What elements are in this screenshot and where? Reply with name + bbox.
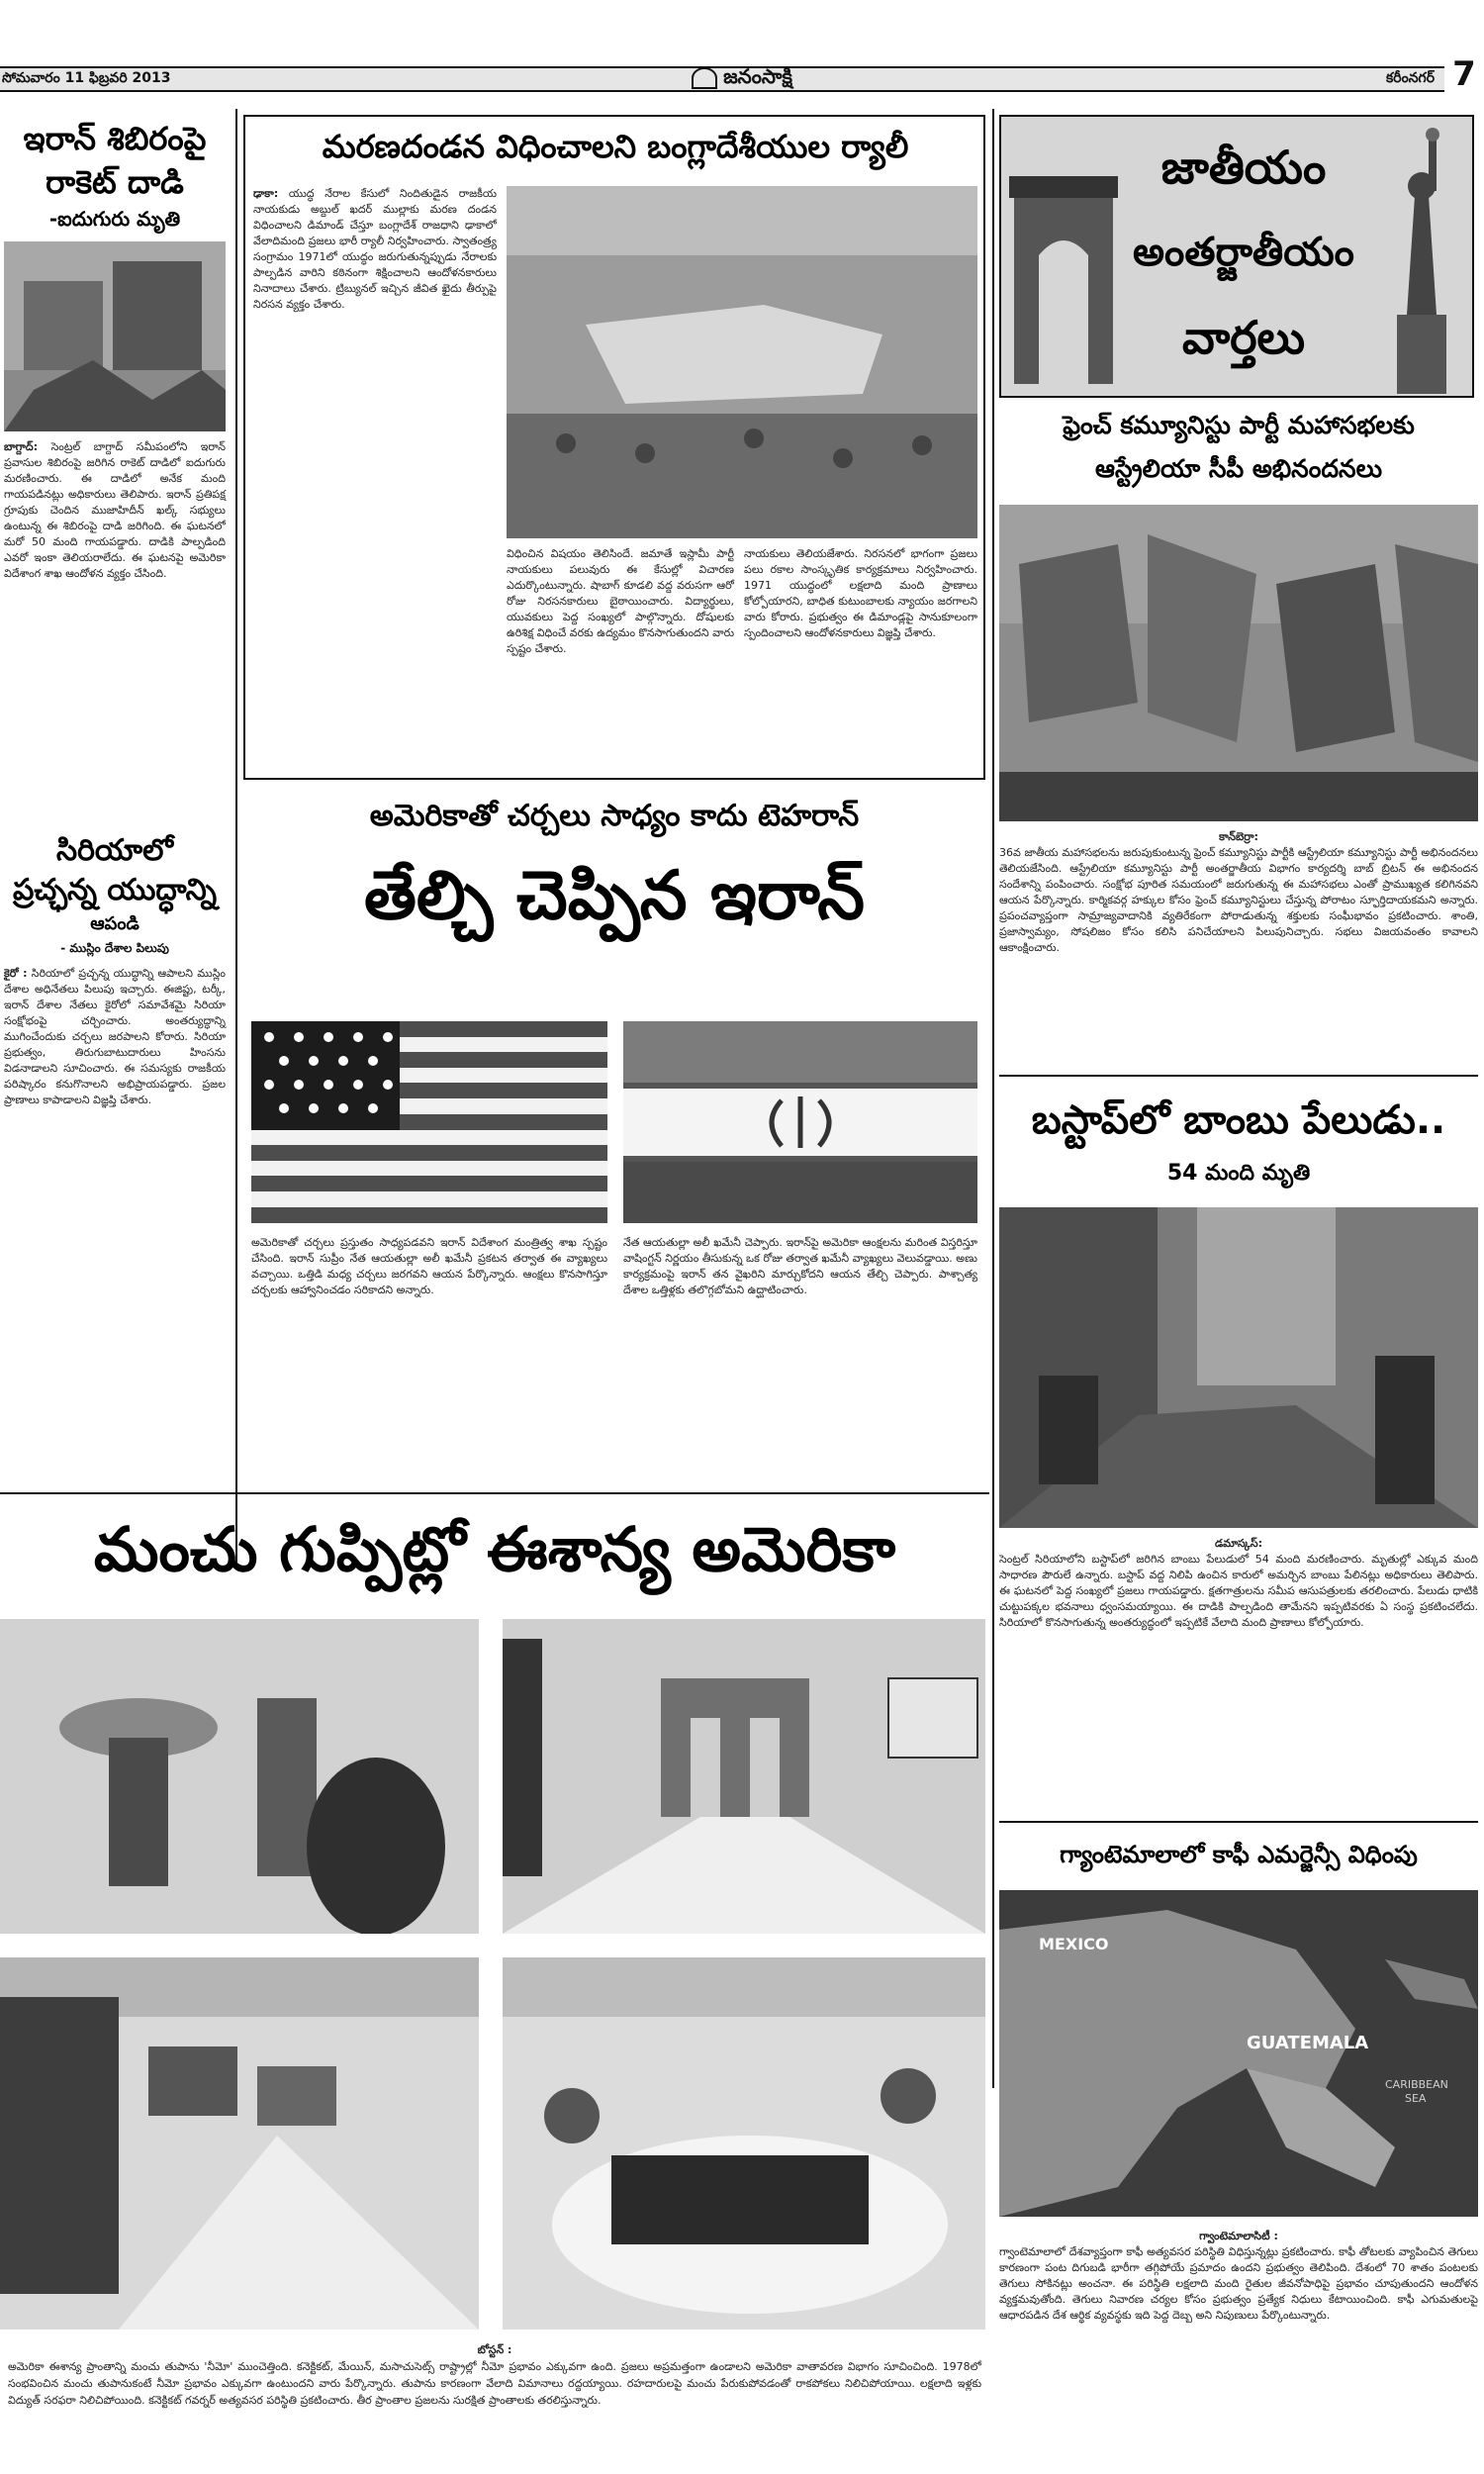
column-rule-right [992, 109, 994, 2088]
rocket-attack-illustration [4, 241, 226, 431]
usa-flag-stripe [251, 1145, 607, 1161]
central-america-map [999, 1890, 1478, 2217]
bomb-damage-illustration [999, 1207, 1478, 1528]
bus-bomb-dateline: డమాస్కస్: [1215, 1537, 1262, 1550]
iran-talks-col1: అమెరికాతో చర్చలు ప్రస్తుతం సాధ్యపడవని ఇరాన్ విదేశాంగ మంత్రిత్వ శాఖ స్పష్టం చేసింది. ఇరాన్ సుప్రీం నేత ఆయతుల్లా అలీ ఖమేనీ ప్రకటన తర్వాత ఈ వ్యాఖ్యలు వచ్చాయి. ఒత్తిడి మధ్య చర్చలు జరగవని ఆయన పేర్కొన్నారు. ఆంక్షలు కొనసాగిస్తూ చర్చలకు ఆహ్వానించడం సరికాదని అన్నారు. [251, 1236, 607, 1296]
bangladesh-text-1: యుద్ధ నేరాల కేసులో నిందితుడైన రాజకీయ నాయకుడు అబ్దుల్ ఖదర్ ముల్లాకు మరణ దండన విధించాలని డిమాండ్ చేస్తూ బంగ్లాదేశ్ రాజధాని ఢాకాలో వేలాదిమంది ప్రజలు భారీ ర్యాలీ నిర్వహించారు. స్వాతంత్ర్య సంగ్రామం 1971లో యుద్ధం జరుగుతున్నప్పుడు నేరాలకు పాల్పడిన వారిని కఠినంగా శిక్షించాలని ఆందోళనకారులు నినాదాలు చేశారు. ట్రిబ్యునల్ ఇచ్చిన జీవిత ఖైదు తీర్పుపై నిరసన వ్యక్తం చేశారు. [253, 187, 497, 311]
iran-flag-top [623, 1021, 977, 1089]
iran-talks-article [243, 792, 985, 1494]
snow-article [0, 1500, 989, 2450]
map-label-sea-1: CARIBBEAN [1385, 2078, 1448, 2091]
snow-photo-bridge [503, 1619, 985, 1934]
snow-headline: మంచు గుప్పిట్లో ఈశాన్య అమెరికా [93, 1513, 896, 1585]
snow-covered-car-illustration [503, 1957, 985, 2330]
usa-flag-photo [251, 1021, 607, 1223]
snow-photo-umbrella [0, 1619, 479, 1934]
bus-bomb-article [999, 1085, 1478, 1817]
french-cp-headline-1: ఫ్రెంచ్ కమ్యూనిస్టు పార్టీ మహాసభలకు [1063, 411, 1415, 439]
guatemala-body [999, 2229, 1478, 2446]
iran-rocket-dateline: బాగ్దాద్: [4, 440, 39, 453]
masthead-logo-icon [692, 67, 717, 89]
snowy-traffic-illustration [0, 1957, 479, 2330]
french-cp-body [999, 821, 1478, 956]
map-label-mexico: MEXICO [1039, 1935, 1109, 1953]
french-cp-dateline: కాన్‌బెర్రా: [1219, 830, 1258, 843]
masthead [653, 62, 831, 94]
syria-text: సిరియాలో ప్రచ్ఛన్న యుద్ధాన్ని ఆపాలని ముస్లిం దేశాల అధినేతలు పిలుపు ఇచ్చారు. ఈజిప్టు, టర్కీ, ఇరాన్ దేశాల నేతలు కైరోలో సమావేశమై సిరియా సంక్షోభంపై చర్చించారు. అంతర్యుద్ధాన్ని ముగించేందుకు చర్చలు జరపాలని కోరారు. సిరియా ప్రభుత్వం, తిరుగుబాటుదారులు హింసను విడనాడాలని సూచించారు. ఈ సమస్యకు రాజకీయ పరిష్కారం కనుగొనాలని అభిప్రాయపడ్డారు. ప్రజల ప్రాణాలు కాపాడాలని విజ్ఞప్తి చేశారు. [4, 967, 226, 1106]
bangladesh-dateline: ఢాకా: [253, 187, 279, 200]
iran-rocket-body [0, 431, 230, 582]
usa-flag-stripe [251, 1207, 607, 1223]
bus-bomb-body [999, 1528, 1478, 1631]
syria-body [0, 958, 230, 1108]
iran-rocket-subhead: -ఐదుగురు మృతి [48, 207, 181, 231]
rocket-attack-photo [4, 241, 226, 431]
snow-dateline: బోస్టన్ : [477, 2343, 512, 2356]
map-label-guatemala: GUATEMALA [1247, 2033, 1369, 2053]
bangladesh-headline: మరణదండన విధించాలని బంగ్లాదేశీయుల ర్యాలీ [322, 128, 909, 165]
snow-text: అమెరికా ఈశాన్య ప్రాంతాన్ని మంచు తుపాను 'నీమో' ముంచెత్తింది. కనెక్టికట్, మేయిన్, మసాచుసెట్స్ రాష్ట్రాల్లో నీమో ప్రభావం ఎక్కువగా ఉంది. ప్రజలు అప్రమత్తంగా ఉండాలని అమెరికా వాతావరణ విభాగం సూచించింది. 1978లో సంభవించిన మంచు తుపానుకంటే నీమో ప్రభావం ఎక్కువగా ఉంటుందని వారు పేర్కొన్నారు. తుపాను కారణంగా వేలాది విమానాలు రద్దయ్యాయి. రహదారులపై మంచు పేరుకుపోవడంతో రాకపోకలు నిలిచిపోయాయి. లక్షలాది ఇళ్లకు విద్యుత్ సరఫరా నిలిచిపోయింది. కనెక్టికట్ గవర్నర్ అత్యవసర పరిస్థితి ప్రకటించారు. తీర ప్రాంతాల ప్రజలను సురక్షిత ప్రాంతాలకు తరలిస్తున్నారు. [8, 2360, 981, 2407]
bus-bomb-photo [999, 1207, 1478, 1528]
syria-war-article [0, 831, 230, 1564]
snow-pedestrians-illustration [0, 1619, 479, 1934]
page-header [0, 54, 1484, 102]
header-location: కరీంనగర్ [1386, 70, 1435, 86]
guatemala-dateline: గ్వాంటెమాలాసిటీ : [1199, 2230, 1278, 2242]
snow-caption [8, 2341, 981, 2444]
rule-above-bus [999, 1075, 1478, 1077]
syria-headline-3: ఆపండి [90, 913, 139, 934]
bus-bomb-text: సెంట్రల్ సిరియాలోని బస్టాప్‌లో జరిగిన బాంబు పేలుడులో 54 మంది మరణించారు. మృతుల్లో ఎక్కువ మంది సాధారణ పౌరులే ఉన్నారు. బస్టాప్ వద్ద నిలిపి ఉంచిన కారులో అమర్చిన బాంబు పేలినట్లు అధికారులు తెలిపారు. ఈ ఘటనలో పెద్ద సంఖ్యలో ప్రజలు గాయపడ్డారు. క్షతగాత్రులను సమీప ఆసుపత్రులకు తరలించారు. పేలుడు ధాటికి చుట్టుపక్కల భవనాలు ధ్వంసమయ్యాయి. ఈ దాడికి పాల్పడింది తామేనని ఇప్పటివరకు ఏ సంస్థ ప్రకటించలేదు. సిరియాలో కొనసాగుతున్న అంతర్యుద్ధంలో ఇప్పటికే వేలాది మంది ప్రాణాలు కోల్పోయారు. [999, 1553, 1478, 1629]
intl-news-banner [999, 115, 1474, 398]
syria-headline-2: ప్రచ్ఛన్న యుద్ధాన్ని [13, 873, 217, 907]
page-number: 7 [1452, 54, 1476, 94]
india-gate-icon [1009, 137, 1118, 384]
iran-talks-col2: నేత ఆయతుల్లా అలీ ఖమేనీ చెప్పారు. ఇరాన్‌పై అమెరికా ఆంక్షలను మరింత విస్తరిస్తూ వాషింగ్టన్ నిర్ణయం తీసుకున్న ఒక రోజు తర్వాత ఖమేనీ వ్యాఖ్యలు వెలువడ్డాయి. అణు కార్యక్రమంపై ఇరాన్ తన వైఖరిని మార్చుకోదని ఆయన తేల్చి చెప్పారు. పాశ్చాత్య దేశాల ఒత్తిళ్లకు తలొగ్గబోమని ఉద్ఘాటించారు. [623, 1236, 977, 1296]
bangladesh-col3: నాయకులు తెలియజేశారు. నిరసనలో భాగంగా ప్రజలు పలు రకాల సాంస్కృతిక కార్యక్రమాలు నిర్వహించారు. 1971 యుద్ధంలో లక్షలాది మంది ప్రాణాలు కోల్పోయారని, బాధిత కుటుంబాలకు న్యాయం జరగాలని వారు కోరారు. ప్రభుత్వం ఈ డిమాండ్లపై సానుకూలంగా స్పందించాలని ఆందోళనకారులు విజ్ఞప్తి చేశారు. [744, 547, 977, 639]
iran-rocket-headline-1: ఇరాన్ శిబిరంపై [23, 120, 207, 157]
syria-dateline: కైరో : [4, 967, 28, 980]
header-date: సోమవారం 11 ఫిబ్రవరి 2013 [2, 70, 171, 86]
map-label-sea-2: SEA [1405, 2092, 1427, 2105]
french-cp-photo [999, 505, 1478, 821]
column-rule-left [235, 109, 237, 1564]
dhaka-rally-photo [507, 186, 977, 538]
guatemala-headline: గ్యాంటెమాలాలో కాఫీ ఎమర్జెన్సీ విధింపు [1060, 1841, 1418, 1868]
masthead-title: జనంసాక్షి [723, 63, 792, 88]
french-cp-headline-2: ఆస్ట్రేలియా సీపీ అభినందనలు [1095, 454, 1382, 483]
rule-above-guatemala [999, 1821, 1478, 1823]
guatemala-text: గ్వాంటెమాలాలో దేశవ్యాప్తంగా కాఫీ అత్యవసర పరిస్థితి విధిస్తున్నట్లు ప్రకటించారు. కాఫీ తోటలకు వ్యాపించిన తెగులు కారణంగా పంట దిగుబడి భారీగా తగ్గిపోయే ప్రమాదం ఉందని ప్రభుత్వం తెలిపింది. దేశంలో 70 శాతం పంటలకు తెగులు సోకినట్లు అంచనా. ఈ పరిస్థితి లక్షలాది మంది రైతుల జీవనోపాధిపై ప్రభావం చూపుతుందని ఆందోళన వ్యక్తమవుతోంది. తెగులు నివారణ చర్యల కోసం ప్రభుత్వం ప్రత్యేక నిధులు కేటాయించింది. కాఫీ ఎగుమతులపై ఆధారపడిన దేశ ఆర్థిక వ్యవస్థకు ఇది పెద్ద దెబ్బ అని నిపుణులు పేర్కొంటున్నారు. [999, 2245, 1478, 2322]
usa-flag-stripe [251, 1176, 607, 1191]
bus-bomb-headline: బస్టాప్‌లో బాంబు పేలుడు.. [1031, 1097, 1446, 1143]
red-flags-illustration [999, 505, 1478, 821]
iran-rocket-headline-2: రాకెట్ దాడి [46, 163, 184, 201]
syria-byline: - ముస్లిం దేశాల పిలుపు [60, 941, 169, 955]
bus-bomb-subhead: 54 మంది మృతి [1166, 1161, 1311, 1186]
french-cp-article [999, 404, 1478, 1067]
iran-rocket-article [0, 117, 230, 829]
guatemala-map [999, 1890, 1478, 2217]
french-cp-text: 36వ జాతీయ మహాసభలను జరుపుకుంటున్న ఫ్రెంచ్ కమ్యూనిస్టు పార్టీకి ఆస్ట్రేలియా కమ్యూనిస్టు పార్టీ అభినందనలు తెలియజేసింది. ఆస్ట్రేలియా కమ్యూనిస్టు పార్టీ అంతర్జాతీయ విభాగం కార్యదర్శి బాబ్ బ్రిటన్ ఈ అభినందన సందేశాన్ని పంపించారు. సంక్షోభ పూరిత సమయంలో జరుగుతున్న ఈ మహాసభలు ఎంతో ప్రాముఖ్యత కలిగినవని ఆయన పేర్కొన్నారు. కార్మికవర్గ హక్కుల కోసం ఫ్రెంచ్ కమ్యూనిస్టులు చేస్తున్న పోరాటం స్ఫూర్తిదాయకమని అన్నారు. ప్రపంచవ్యాప్తంగా సామ్రాజ్యవాదానికి వ్యతిరేకంగా పోరాడుతున్న శక్తులకు సంఘీభావం ప్రకటించారు. శాంతి, ప్రజాస్వామ్యం, సోషలిజం కోసం కలిసి పనిచేయాలని పిలుపునిచ్చారు. సభలు విజయవంతం కావాలని ఆకాంక్షించారు. [999, 846, 1478, 954]
bangladesh-col2: విధించిన విషయం తెలిసిందే. జమాతే ఇస్లామీ పార్టీ నాయకులు పలువురు ఈ కేసుల్లో విచారణ ఎదుర్కొంటున్నారు. షాబాగ్ కూడలి వద్ద వరుసగా ఆరో రోజు నిరసనకారులు బైఠాయించారు. విద్యార్థులు, యువకులు పెద్ద సంఖ్యలో పాల్గొన్నారు. దోషులకు ఉరిశిక్ష విధించే వరకు ఉద్యమం కొనసాగుతుందని వారు స్పష్టం చేశారు. [507, 547, 734, 655]
iran-rocket-text: సెంట్రల్ బాగ్దాద్ సమీపంలోని ఇరాన్ ప్రవాసుల శిబిరంపై జరిగిన రాకెట్ దాడిలో ఐదుగురు మరణించారు. ఈ దాడిలో అనేక మంది గాయపడినట్లు అధికారులు తెలిపారు. ఇరాన్ ప్రతిపక్ష గ్రూపుకు చెందిన ముజాహిదీన్ ఖల్క్ సభ్యులు ఉంటున్న ఈ శిబిరంపై దాడి జరిగింది. ఈ ఘటనలో మరో 50 మంది గాయపడ్డారు. దాడికి పాల్పడింది ఎవరో ఇంకా తెలియరాలేదు. ఈ ఘటనపై అమెరికా విదేశాంగ శాఖ ఆందోళన వ్యక్తం చేసింది. [4, 440, 226, 580]
rally-crowd-illustration [507, 186, 977, 538]
iran-flag-bottom [623, 1156, 977, 1223]
snow-photo-traffic [0, 1957, 479, 2330]
iran-talks-headline: తేల్చి చెప్పిన ఇరాన్ [364, 857, 865, 935]
banner-line-1: జాతీయం [1160, 141, 1327, 194]
bangladesh-col1 [253, 186, 497, 774]
banner-line-3: వార్తలు [1181, 311, 1306, 364]
iran-flag-photo [623, 1021, 977, 1223]
banner-line-2: అంతర్జాతీయం [1133, 230, 1354, 275]
snow-photo-car [503, 1957, 985, 2330]
iran-talks-kicker: అమెరికాతో చర్చలు సాధ్యం కాదు టెహరాన్ [369, 799, 860, 833]
bangladesh-article [243, 115, 985, 780]
syria-headline-1: సిరియాలో [56, 833, 173, 868]
guatemala-article [999, 1827, 1478, 2450]
statue-of-liberty-icon [1367, 127, 1466, 394]
brooklyn-bridge-illustration [503, 1619, 985, 1934]
rule-above-snow [0, 1492, 989, 1494]
